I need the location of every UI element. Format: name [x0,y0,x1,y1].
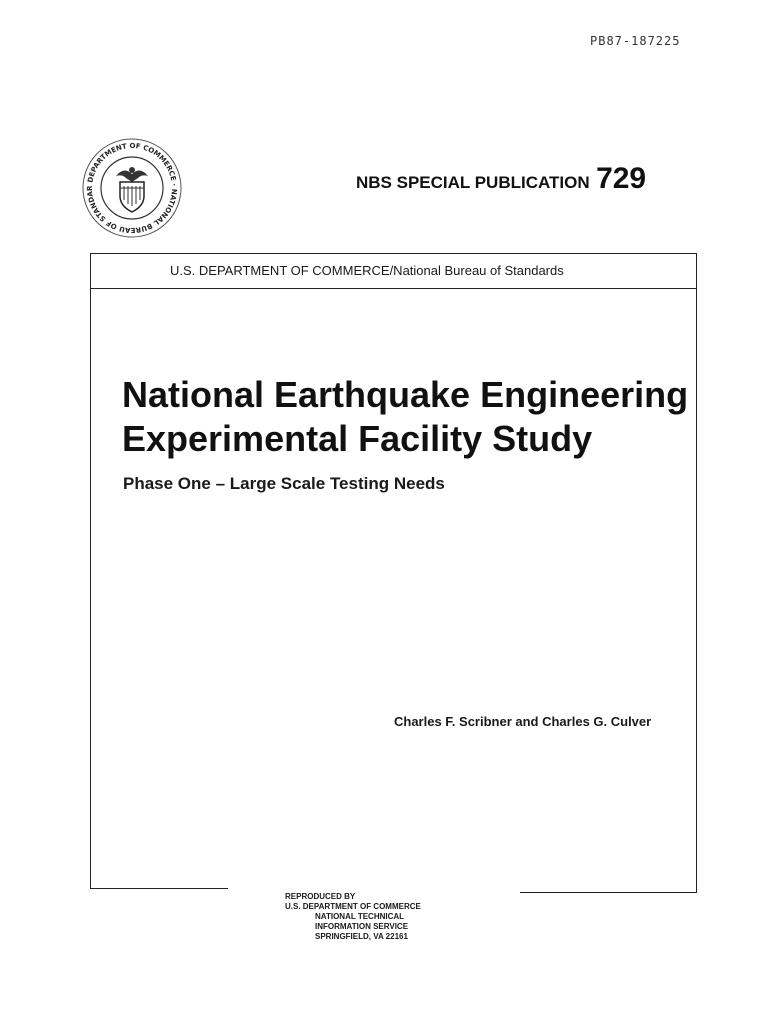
title-line-1: National Earthquake Engineering [122,374,689,415]
frame-left-rule [90,253,91,889]
department-of-commerce-seal-icon [80,136,184,240]
document-subtitle: Phase One – Large Scale Testing Needs [123,474,445,493]
reproduced-by-block [285,892,421,942]
frame-right-rule [696,253,697,893]
repro-line-3: NATIONAL TECHNICAL [315,912,405,921]
frame-header-rule [90,288,697,289]
authors: Charles F. Scribner and Charles G. Culver [394,714,652,729]
title-line-2: Experimental Facility Study [122,418,593,459]
publication-series-label: NBS SPECIAL PUBLICATION [356,173,590,192]
frame-bottom-left-rule [90,888,228,889]
repro-line-2: U.S. DEPARTMENT OF COMMERCE [285,902,421,911]
repro-line-1: REPRODUCED BY [285,892,356,901]
repro-line-5: SPRINGFIELD, VA 22161 [315,932,408,941]
frame-bottom-right-rule [520,892,697,893]
publication-line [356,162,646,196]
department-line: U.S. DEPARTMENT OF COMMERCE/National Bureau of Standards [170,263,564,278]
seal-ring-text: DEPARTMENT OF COMMERCE · NATIONAL BUREAU OF STANDAR [85,141,179,235]
publication-number: 729 [596,162,647,195]
repro-line-4: INFORMATION SERVICE [315,922,409,931]
frame-top-rule [90,253,697,254]
document-id: PB87-187225 [590,34,681,48]
document-title [122,373,692,461]
